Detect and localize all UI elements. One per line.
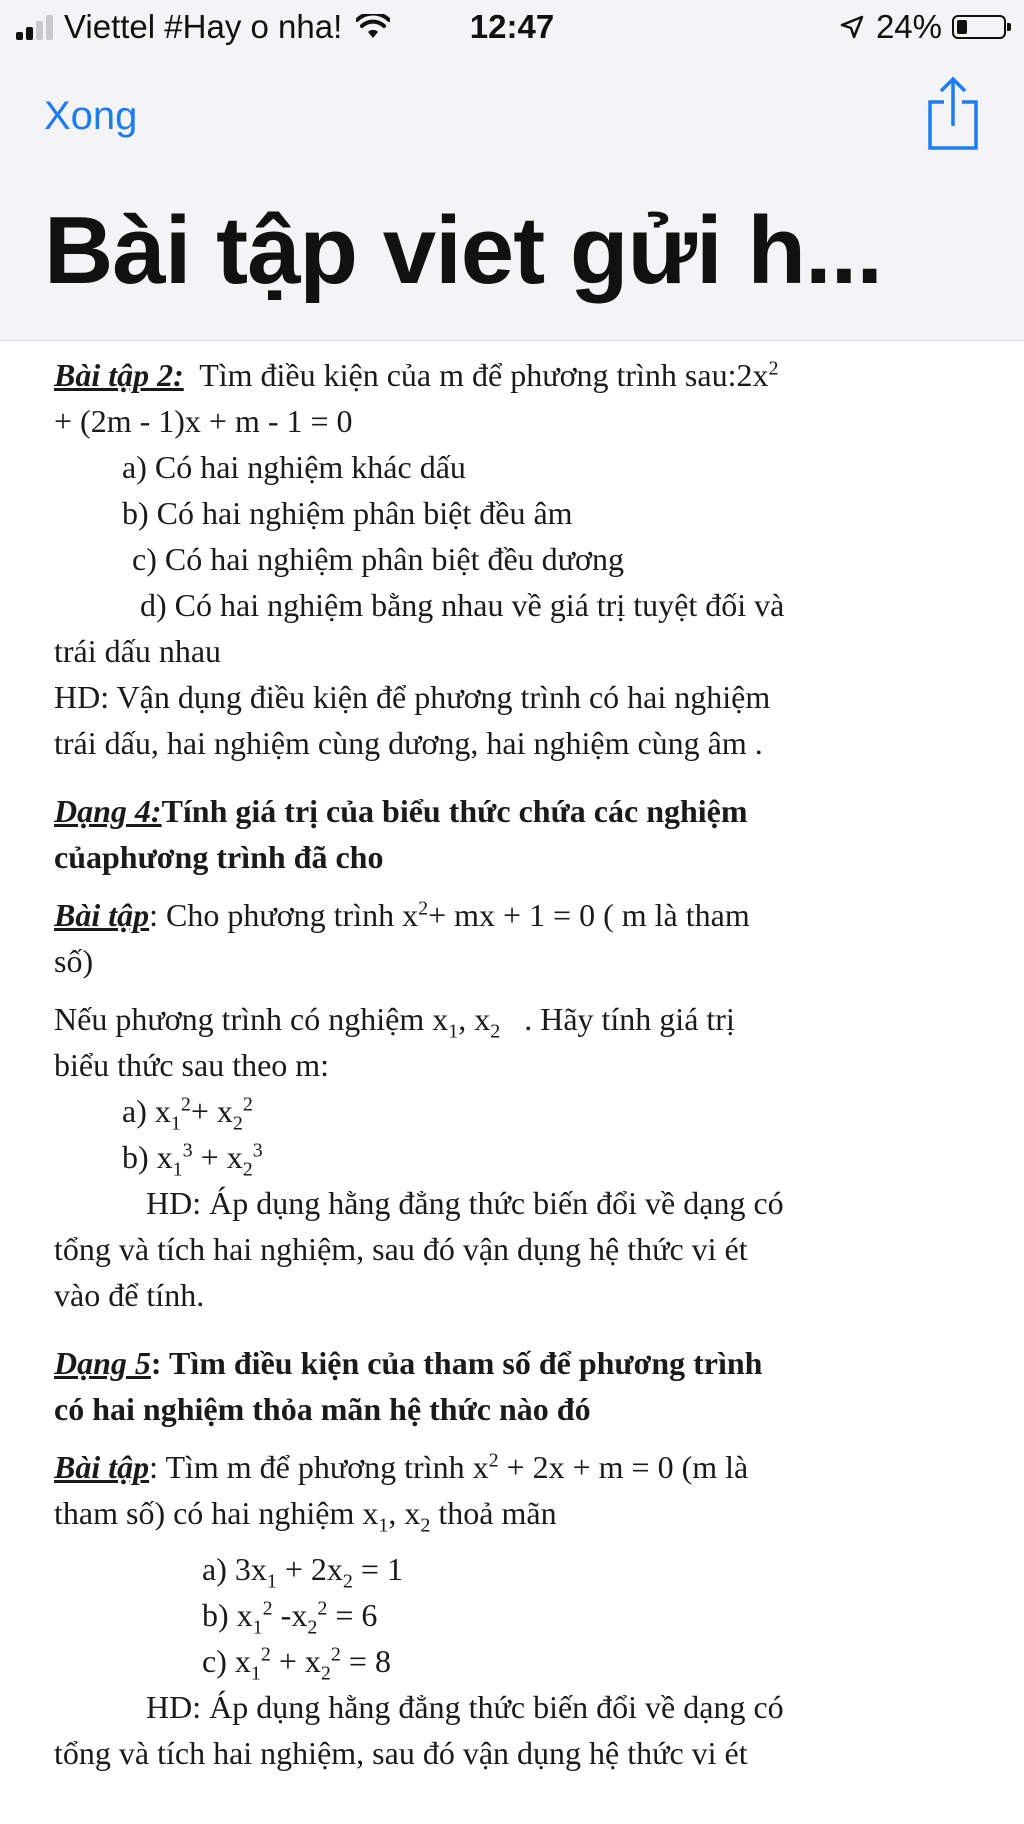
spacer bbox=[54, 1432, 934, 1444]
d5-b-mid: -x bbox=[272, 1597, 308, 1633]
d5-a-prefix: a) 3x bbox=[202, 1551, 267, 1587]
d4-bt-label: Bài tập bbox=[54, 897, 150, 933]
d5-a-end: = 1 bbox=[352, 1551, 403, 1587]
dang5-heading-line1 bbox=[54, 1340, 934, 1386]
d4-bt-line1: Bài tập: Cho phương trình $x^2+$ mx + 1 = 0 ( m là tham bbox=[54, 897, 750, 933]
share-button[interactable] bbox=[924, 76, 982, 157]
d4-bt-text2: + mx + 1 = 0 ( m là tham bbox=[428, 897, 750, 933]
dang5-label: Dạng 5 bbox=[54, 1345, 151, 1381]
spacer bbox=[54, 880, 934, 892]
status-time: 12:47 bbox=[469, 8, 555, 45]
dang4-label: Dạng 4: bbox=[54, 793, 162, 829]
d4-if-text2: . Hãy tính giá trị bbox=[524, 1001, 735, 1037]
spacer bbox=[54, 1318, 934, 1340]
bt2-text: Tìm điều kiện của m để phương trình sau:2x bbox=[199, 357, 769, 393]
d4-bt-text1: : Cho phương trình x bbox=[149, 897, 419, 933]
d4-item-b: b) $x_1^3 + x_2^3$ bbox=[122, 1139, 263, 1181]
dang4-title-1: Tính giá trị của biểu thức chứa các nghiệm bbox=[161, 793, 748, 829]
d5-a-mid: + 2x bbox=[276, 1551, 343, 1587]
d4-b-prefix: b) x bbox=[122, 1139, 173, 1175]
d5-b-end: = 6 bbox=[327, 1597, 378, 1633]
bt2-c: c) Có hai nghiệm phân biệt đều dương bbox=[132, 541, 624, 577]
d4-hd-line3: vào để tính. bbox=[54, 1277, 205, 1313]
d4-if-line2: biểu thức sau theo m: bbox=[54, 1047, 330, 1083]
bt2-hd-line1: HD: Vận dụng điều kiện để phương trình có hai nghiệm bbox=[54, 679, 771, 715]
bt2-hd-line2: trái dấu, hai nghiệm cùng dương, hai nghiệm cùng âm . bbox=[54, 725, 763, 761]
d5-c-mid: + x bbox=[270, 1643, 321, 1679]
d5-hd-line2: tổng và tích hai nghiệm, sau đó vận dụng hệ thức vi ét bbox=[54, 1735, 748, 1771]
document-content bbox=[54, 352, 934, 1776]
d5-bt-label: Bài tập bbox=[54, 1449, 150, 1485]
d5-c-end: = 8 bbox=[340, 1643, 391, 1679]
bt2-heading-line: Bài tập 2: Tìm điều kiện của m để phương trình $sau:2x^2$ bbox=[54, 357, 779, 393]
d5-hd-line1: HD: Áp dụng hằng đẳng thức biến đổi về dạng có bbox=[146, 1689, 784, 1725]
spacer bbox=[54, 1536, 934, 1546]
d5-bt-line2b: thoả mãn bbox=[430, 1495, 557, 1531]
d5-b-prefix: b) x bbox=[202, 1597, 253, 1633]
d5-bt-line2a: tham số) có hai nghiệm x bbox=[54, 1495, 379, 1531]
bt2-a: a) Có hai nghiệm khác dấu bbox=[122, 449, 466, 485]
share-icon bbox=[924, 76, 982, 152]
d4-a-prefix: a) x bbox=[122, 1093, 171, 1129]
d5-bt-text1: : Tìm m để phương trình x bbox=[149, 1449, 489, 1485]
navigation-bar bbox=[0, 58, 1024, 341]
d5-bt-line1: Bài tập: Tìm m để phương trình $x^2 + 2x + m = 0$ (m là bbox=[54, 1449, 749, 1485]
d4-if-text1: Nếu phương trình có nghiệm x bbox=[54, 1001, 449, 1037]
d4-bt-line2: số) bbox=[54, 943, 94, 979]
d5-bt-text2: + 2x + m = 0 (m là bbox=[498, 1449, 749, 1485]
d5-item-c: c) $x_1^2 + x_2^2 = 8$ bbox=[202, 1643, 391, 1685]
spacer bbox=[54, 984, 934, 996]
bt2-label: Bài tập 2: bbox=[54, 357, 184, 393]
dang5-heading-line2: có hai nghiệm thỏa mãn hệ thức nào đó bbox=[54, 1391, 591, 1427]
dang4-heading-line2: củaphương trình đã cho bbox=[54, 839, 384, 875]
d5-bt-line2: tham số) có hai nghiệm $x_1$, $x_2$ thoả mãn bbox=[54, 1495, 557, 1537]
d4-item-a: a) $x_1^2+ x_2^2$ bbox=[122, 1093, 253, 1135]
carrier-name: Viettel #Hay o nha! bbox=[64, 8, 343, 45]
spacer bbox=[54, 766, 934, 788]
dang5-title-1: : Tìm điều kiện của tham số để phương trình bbox=[150, 1345, 763, 1381]
bt2-line2: + (2m - 1)x + m - 1 = 0 bbox=[54, 403, 353, 439]
status-right bbox=[840, 8, 1006, 46]
location-arrow-icon bbox=[840, 15, 864, 39]
status-bar bbox=[0, 0, 1024, 58]
d5-item-b: b) $x_1^2$ $-x_2^2 = 6$ bbox=[202, 1597, 378, 1639]
done-button[interactable]: Xong bbox=[44, 94, 138, 138]
d5-c-prefix: c) x bbox=[202, 1643, 251, 1679]
d5-item-a: a) $3x_1 + 2x_2 = 1$ bbox=[202, 1551, 403, 1593]
d4-hd-line2: tổng và tích hai nghiệm, sau đó vận dụng hệ thức vi ét bbox=[54, 1231, 748, 1267]
dang4-heading-line1 bbox=[54, 788, 934, 834]
battery-icon bbox=[952, 15, 1006, 39]
battery-percent: 24% bbox=[875, 8, 942, 45]
bt2-d-line2: trái dấu nhau bbox=[54, 633, 222, 669]
bt2-d-line1: d) Có hai nghiệm bằng nhau về giá trị tuyệt đối và bbox=[140, 587, 785, 623]
d4-hd-line1: HD: Áp dụng hằng đẳng thức biến đổi về dạng có bbox=[146, 1185, 784, 1221]
d4-if-line1: Nếu phương trình có nghiệm $x_1$, $x_2$ . Hãy tính giá trị bbox=[54, 1001, 735, 1043]
bt2-b: b) Có hai nghiệm phân biệt đều âm bbox=[122, 495, 573, 531]
page-title: Bài tập viet gửi h... bbox=[44, 197, 882, 304]
